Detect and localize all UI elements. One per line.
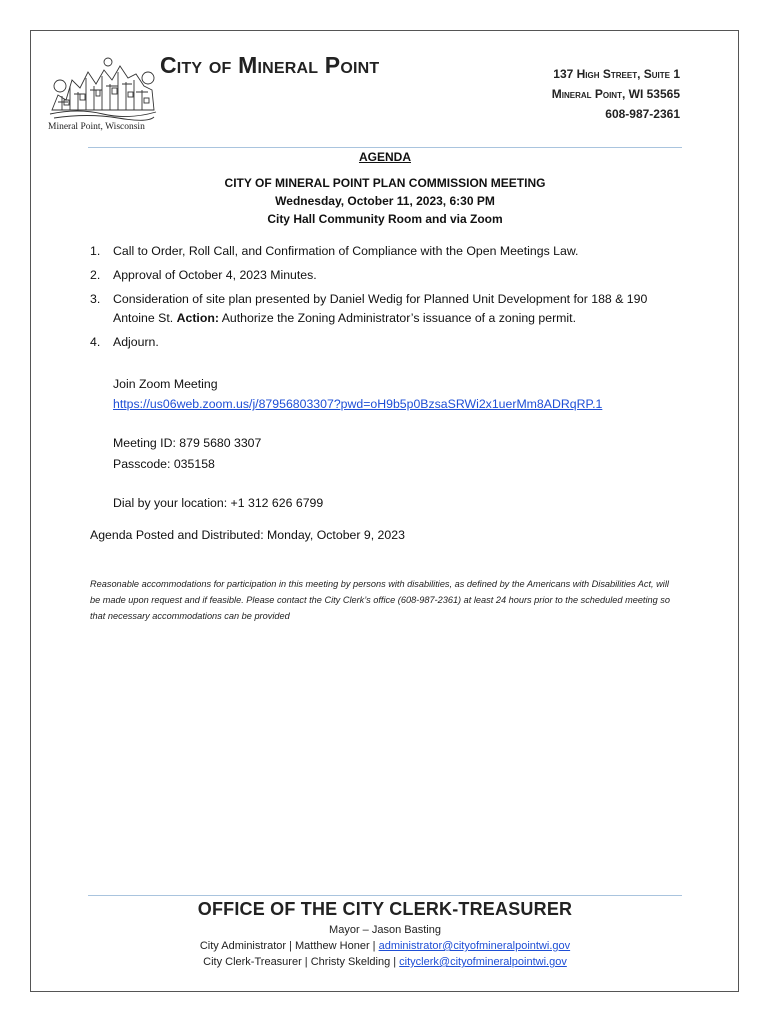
action-text: Authorize the Zoning Administrator’s issuance of a zoning permit. [221,311,576,325]
agenda-item [90,242,680,261]
agenda-item [90,290,680,328]
agenda-item [90,266,680,285]
agenda-heading: AGENDA [358,150,411,164]
agenda-item [90,333,680,352]
zoom-meeting-id: Meeting ID: 879 5680 3307 [113,436,262,450]
logo-caption: Mineral Point, Wisconsin [48,122,145,132]
zoom-join-label: Join Zoom Meeting [113,377,218,391]
address-phone: 608-987-2361 [605,107,680,121]
administrator-email-link[interactable]: administrator@cityofmineralpointwi.gov [378,940,571,952]
zoom-meeting-link[interactable]: https://us06web.zoom.us/j/87956803307?pwd=oH9b5p0BzsaSRWi2x1uerMm8ADRqRP.1 [113,397,603,411]
meeting-header [88,174,682,228]
clerk-line [88,956,682,968]
mayor-line: Mayor – Jason Basting [329,924,441,936]
agenda-item-text: Call to Order, Roll Call, and Confirmation of Compliance with the Open Meetings Law. [113,244,579,258]
accommodations-note: Reasonable accommodations for participation in this meeting by persons with disabilities, as defined by the Americans with Disabilities Act, will be made upon request and if feasible. Please contact the City Clerk’s office (608-987-2361) at least 24 hours prior to the scheduled meeting so that necessary accommodations can be provided [90,579,671,621]
agenda-item-text: Approval of October 4, 2023 Minutes. [113,268,317,282]
agenda-item-text: Adjourn. [113,335,159,349]
zoom-dial-in: Dial by your location: +1 312 626 6799 [113,496,324,510]
zoom-passcode: Passcode: 035158 [113,457,215,471]
page-title: City of Mineral Point [160,52,380,78]
meeting-date: Wednesday, October 11, 2023, 6:30 PM [275,194,495,208]
administrator-label: City Administrator | Matthew Honer | [199,940,376,952]
clerk-label: City Clerk-Treasurer | Christy Skelding | [203,956,397,968]
meeting-location: City Hall Community Room and via Zoom [267,212,503,226]
agenda-item-number: 1. [90,244,101,258]
administrator-line [88,940,682,952]
agenda-item-number: 4. [90,335,101,349]
agenda-item-number: 2. [90,268,101,282]
agenda-item-number: 3. [90,292,101,306]
zoom-link-wrap [113,394,602,414]
action-label: Action: [176,311,219,325]
address-block [552,64,680,124]
agenda-items [90,242,680,357]
meeting-title: CITY OF MINERAL POINT PLAN COMMISSION MEETING [224,176,546,190]
posted-date: Agenda Posted and Distributed: Monday, October 9, 2023 [90,528,405,542]
office-title: OFFICE OF THE CITY CLERK-TREASURER [197,899,573,919]
header-divider [88,147,682,148]
address-city: Mineral Point, WI 53565 [551,87,680,101]
agenda-item-text: Consideration of site plan presented by Daniel Wedig for Planned Unit Development for 188 & 190 Antoine St. [113,292,648,325]
clerk-email-link[interactable]: cityclerk@cityofmineralpointwi.gov [399,956,567,968]
town-sketch-icon [48,50,158,122]
footer-divider [88,895,682,896]
address-street: 137 High Street, Suite 1 [553,67,680,81]
